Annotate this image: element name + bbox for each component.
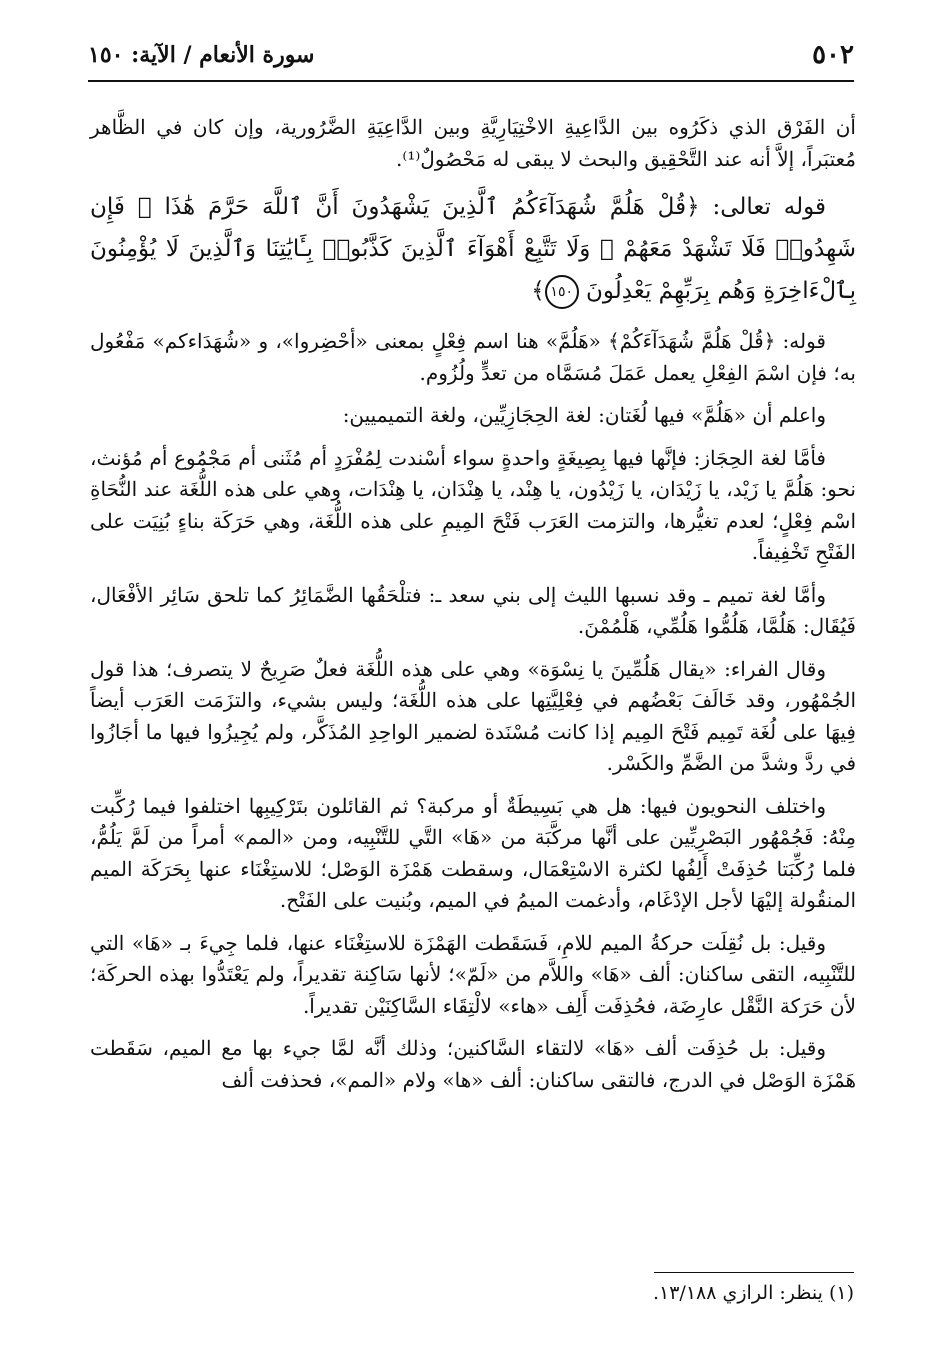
paragraph: قوله: ﴿قُلْ هَلُمَّ شُهَدَآءَكُمْ﴾ «هَلُمَّ» هنا اسم فِعْلٍ بمعنى «أحْضِروا»، و «شُهَدَاءكم» مَفْعُول به؛ فإن اسْمَ الفِعْلِ يعمل عَمَلَ مُسَمَّاه من تعدٍّ ولُزُوم. (90, 329, 856, 385)
verse-close-bracket: ﴾ (531, 278, 545, 304)
quran-verse (90, 186, 856, 312)
verse-text: قوله تعالى: ﴿قُلْ هَلُمَّ شُهَدَآءَكُمُ ٱلَّذِينَ يَشْهَدُونَ أَنَّ ٱللَّهَ حَرَّمَ هَٰذَا ۖ فَإِن شَهِدُوا۟ فَلَا تَشْهَدْ مَعَهُمْ ۚ وَلَا تَتَّبِعْ أَهْوَآءَ ٱلَّذِينَ كَذَّبُوا۟ بِـَٔايَٰتِنَا وَٱلَّذِينَ لَا يُؤْمِنُونَ بِٱلْءَاخِرَةِ وَهُم بِرَبِّهِمْ يَعْدِلُونَ (90, 194, 856, 304)
paragraph: واختلف النحويون فيها: هل هي بَسِيطَةٌ أو مركبة؟ ثم القائلون بتَرْكِيبِها اختلفوا فيما رُكِّبت مِنْهُ: فَجُمْهُور البَصْرِيِّين على أنَّها مركَّبَة من «هَا» التَّي للتَّنْبِيه، ومن «المم» أمراً من لَمَّ يَلُمُّ، فلما رُكِّبَتا حُذِفَتْ أَلِفُها لكثرة الاسْتِعْمَال، وسقطت هَمْزَة الوَصْل؛ للاستِغْنَاء عنها بِحَرَكَة الميم المنقُولة إليْهَا لأجل الإدْغَام، وأدغمت الميمُ في الميم، وبُنيت على الفَتْح. (90, 793, 856, 912)
paragraph: فأمَّا لغة الحِجَاز: فإنَّها فيها بِصِيغَةٍ واحدةٍ سواء أسْندت لِمُفْرَدٍ أم مُثَنى أم مَجْمُوع أم مُؤنث، نحو: هَلُمَّ يا زَيْد، يا زَيْدَان، يا زَيْدُون، يا هِنْد، يا هِنْدَان، يا هِنْدَات، وهي على هذه اللُّغَة عند النُّحَاةِ اسْم فِعْلٍ؛ لعدم تغيُّرها، والتزمت العَرَب فَتْحَ المِيمِ على هذه اللُّغَة، وهي حَرَكَة بناءٍ بُنِيَت على الفَتْحِ تَخْفِيفاً. (90, 445, 856, 564)
paragraph: واعلم أن «هَلُمَّ» فيها لُغَتان: لغة الحِجَازِيِّين، ولغة التميميين: (342, 403, 826, 427)
paragraph: وقيل: بل نُقِلَت حركةُ الميم للامِ، فَسَقَطت الهَمْزَة للاستِغْنَاء عنها، فلما جِيءَ بـ «هَا» التي للتَّنْبِيه، التقى ساكنان: ألف «هَا» واللاَّم من «لَمّ»؛ لأنها سَاكِنة تقديراً، ولم يَعْتَدُّوا بهذه الحركَة؛ لأن حَرَكة النَّقْل عارِضَة، فحُذِفَت أَلِف «هاء» لالْتِقَاء السَّاكِنَيْن تقديراً. (90, 930, 856, 1018)
footnote-rule (654, 1272, 854, 1273)
verse-number-marker: ١٥٠ (545, 275, 579, 309)
header-rule (88, 80, 854, 82)
paragraph: وأمَّا لغة تميم ـ وقد نسبها الليث إلى بني سعد ـ: فتلْحَقُها الضَّمَائِرُ كما تلحق سَائِر الأفْعَال، فَيُقَال: هَلُمَّا، هَلُمُّوا هَلُمِّي، هَلْمُمْنَ. (90, 582, 856, 638)
footnote: (١) ينظر: الرازي ١٣/١٨٨. (652, 1282, 854, 1304)
surah-title: سورة الأنعام / الآية: ١٥٠ (88, 42, 315, 68)
paragraph: وقال الفراء: «يقال هَلُمِّينَ يا نِسْوَة» وهي على هذه اللُّغَة فعلٌ صَرِيحٌ لا يتصرف؛ هذا قول الجُمْهُور، وقد خَالَفَ بَعْضُهم في فِعْلِيَّتِها على هذه اللُّغَة؛ وليس بشيء، والتزَمَت العَرَب أيضاً فِيهَا على لُغَة تَمِيم فَتْحَ المِيم إذا كانت مُسْنَدة لضمير الواحِدِ المُذَكَّر، ولم يُجِيزُوا فيها ما أجَازُوا في ردَّ وشدَّ من الضَّمِّ والكَسْر. (90, 656, 856, 775)
page-header (88, 40, 854, 82)
paragraph: وقيل: بل حُذِفَت ألف «هَا» لالتقاء السَّاكنين؛ وذلك أنَّه لمَّا جيء بها مع الميم، سَقَطت هَمْزَة الوَصْل في الدرج، فالتقى ساكنان: ألف «ها» ولام «المم»، فحذفت ألف (90, 1036, 856, 1092)
paragraph: أن الفَرْق الذي ذكَرُوه بين الدَّاعِيةِ الاخْتِيَارِيَّةِ وبين الدَّاعِيَةِ الضَّرُورية، وإن كان في الظَّاهر مُعتبَراً، إلاَّ أنه عند التَّحْقِيق والبحث لا يبقى له مَحْصُولٌ⁽¹⁾. (90, 115, 856, 171)
page-number: ٥٠٢ (812, 40, 854, 70)
page-body (90, 112, 856, 1107)
